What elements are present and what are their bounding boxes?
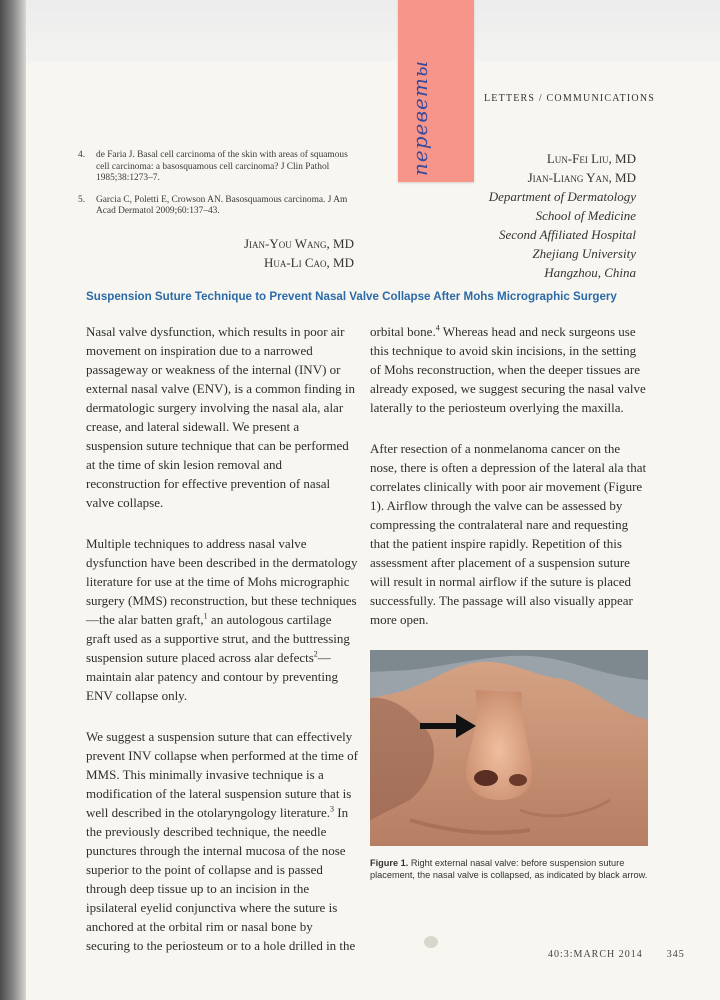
body-paragraph: orbital bone.$^4$ Whereas head and neck surgeons use this technique to avoid skin incisions, in the setting of Mohs reconstruction, when the deeper tissues are already exposed, we suggest securing the nasal valve laterally to the periosteum overlying the maxilla. [370,323,646,415]
author-name: Jian-Liang Yan, MD [527,170,636,185]
citation: 4 [435,323,440,333]
article-title: Suspension Suture Technique to Prevent Nasal Valve Collapse After Mohs Micrographic Surgery [86,290,617,303]
body-paragraph: After resection of a nonmelanoma cancer on the nose, there is often a depression of the lateral ala that correlates clinically with poor air movement (Figure 1). Airflow through the valve can be assessed by compressing the contralateral nare and requesting that the patient inspire rapidly. Repetition of this assessment after placement of a suspension suture will result in normal airflow if the suture is placed successfully. The passage will also visually appear more open. [370,441,647,627]
author-affiliation: School of Medicine [535,208,636,223]
citation: 1 [203,611,208,621]
author-affiliation: Zhejiang University [532,246,636,261]
author-affiliation: Department of Dermatology [488,189,636,204]
body-paragraph: Nasal valve dysfunction, which results in poor air movement on inspiration due to a narrowed passageway or weakness of the internal (INV) or external nasal valve (ENV), is a common finding in dermatologic surgery involving the nasal ala, alar crease, and lateral sidewall. We present a suspension suture technique that can be performed at the time of skin lesion removal and reconstruction for effective prevention of nasal valve collapse. [86,324,355,510]
scan-left-edge [0,0,26,1000]
body-column-left [86,322,358,977]
running-head: LETTERS / COMMUNICATIONS [484,93,656,104]
reference-list [78,150,358,228]
author-name: Lun-Fei Liu, MD [546,151,636,166]
sticky-note-handwriting: переветы [408,59,432,176]
sticky-note [398,0,474,182]
author-affiliation: Hangzhou, China [544,265,636,280]
reference-item [78,195,358,218]
reference-text: de Faria J. Basal cell carcinoma of the skin with areas of squamous cell carcinoma: a basosquamous cell carcinoma? J Clin Pathol 1985;38:1273–7. [96,150,348,183]
figure-1-photo [370,650,648,846]
body-column-right [370,322,648,651]
letter-signature [489,149,636,282]
reference-number: 4. [78,150,86,160]
nose-photo-illustration [370,650,648,846]
author-name: Hua-Li Cao, MD [263,255,354,270]
author-name: Jian-You Wang, MD [243,236,354,251]
page-number: 345 [666,949,685,960]
page-footer [548,949,685,960]
reference-item [78,150,358,185]
scan-smudge [424,936,438,948]
previous-letter-signature [244,234,354,272]
author-affiliation: Second Affiliated Hospital [499,227,636,242]
issue-info: 40:3:MARCH 2014 [548,949,643,960]
reference-text: Garcia C, Poletti E, Crowson AN. Basosquamous carcinoma. J Am Acad Dermatol 2009;60:137–43. [96,194,348,216]
citation: 2 [313,649,318,659]
figure-caption [370,858,648,881]
figure-label: Figure 1. [370,858,409,868]
figure-caption-text: Right external nasal valve: before suspension suture placement, the nasal valve is collapsed, as indicated by black arrow. [370,858,648,880]
body-paragraph: Multiple techniques to address nasal valve dysfunction have been described in the dermatology literature for use at the time of Mohs micrographic surgery (MMS) reconstruction, but these techniques—the alar batten graft,$^1$ an autologous cartilage graft used as a supportive strut, and the buttressing suspension suture placed across alar defects$^2$—maintain alar patency and contour by preventing ENV collapse only. [86,536,358,703]
body-paragraph: We suggest a suspension suture that can effectively prevent INV collapse when performed at the time of MMS. This minimally invasive technique is a modification of the lateral suspension suture that is well described in the otolaryngology literature.$^3$ In the previously described technique, the needle punctures through the internal mucosa of the nose superior to the point of collapse and is passed through deep tissue up to an incision in the ipsilateral eyelid conjunctiva where the suture is anchored at the orbital rim or nasal bone by securing to the periosteum or to a hole drilled in the [86,729,358,953]
citation: 3 [330,804,335,814]
reference-number: 5. [78,194,86,205]
scan-top-edge [0,0,720,62]
